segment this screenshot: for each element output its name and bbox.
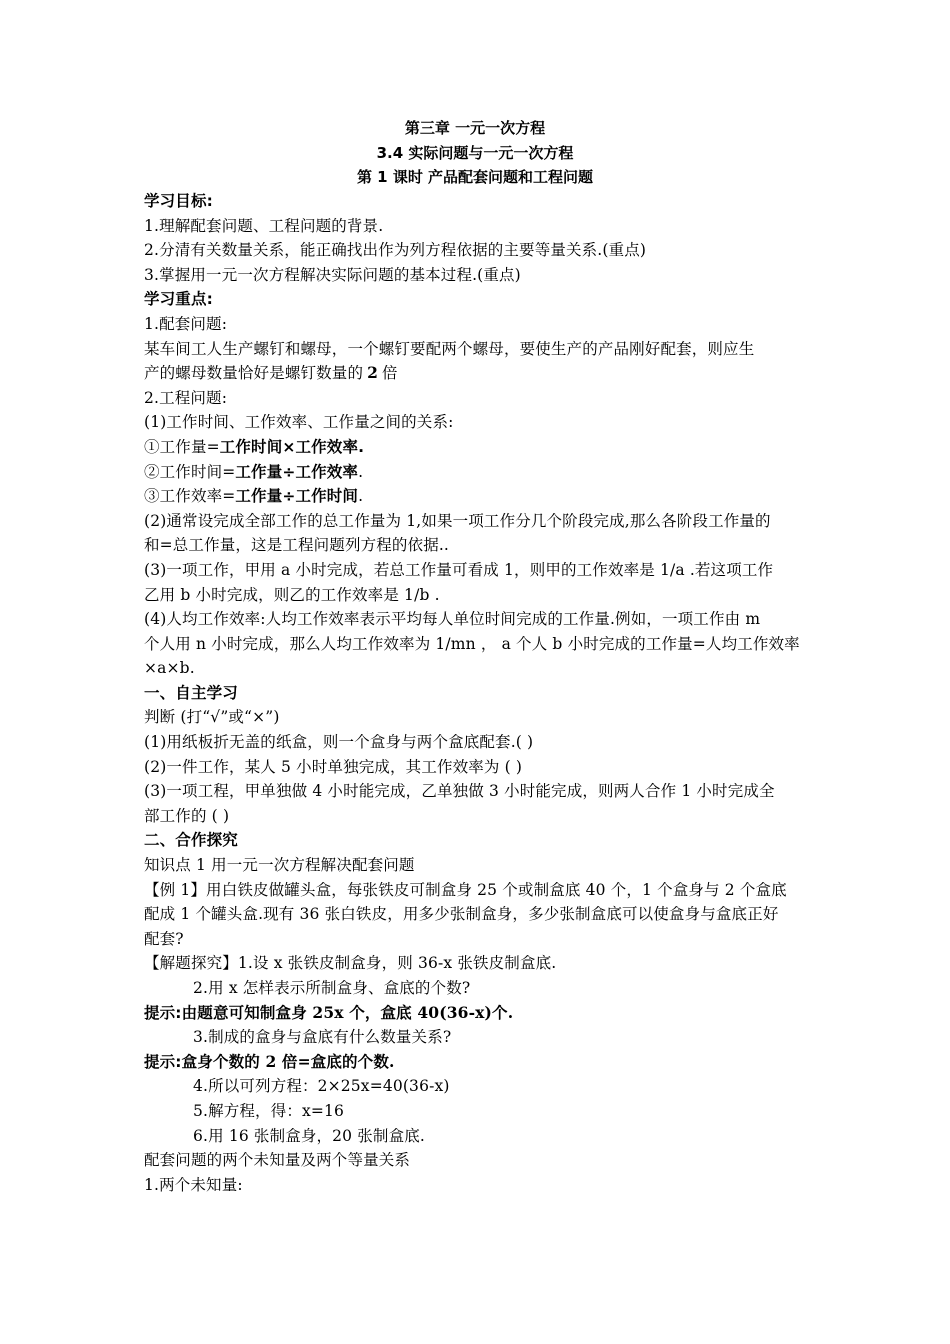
paragraph-4: ×a×b. <box>144 659 195 678</box>
goal-item: 1.理解配套问题、工程问题的背景. <box>144 216 384 235</box>
paragraph-4: 个人用 n 小时完成，那么人均工作效率为 1/mn ， a 个人 b 小时完成的工作量=人均工作效率 <box>144 634 800 653</box>
solution-step: 5.解方程，得：x=16 <box>193 1101 345 1120</box>
match-text: 产的螺母数量恰好是螺钉数量的 2 倍 <box>144 363 398 383</box>
judge-question: (3)一项工程，甲单独做 4 小时能完成，乙单独做 3 小时能完成，则两人合作 1 小时完成全 <box>144 782 775 801</box>
work-title: 2.工程问题: <box>144 388 228 407</box>
explore-heading: 二、合作探究 <box>144 831 238 850</box>
solution-step: 【解题探究】1.设 x 张铁皮制盒身，则 36-x 张铁皮制盒底. <box>144 954 557 973</box>
paragraph-3: 乙用 b 小时完成，则乙的工作效率是 1/b . <box>144 585 440 604</box>
example-text: 配成 1 个罐头盒.现有 36 张白铁皮，用多少张制盒身，多少张制盒底可以使盒身与盒底正好 <box>144 905 779 924</box>
work-relation-title: (1)工作时间、工作效率、工作量之间的关系: <box>144 413 454 432</box>
formula-2: ②工作时间=工作量÷工作效率. <box>144 462 364 481</box>
hint: 提示:由题意可知制盒身 25x 个，盒底 40(36-x)个. <box>144 1002 514 1022</box>
self-study-heading: 一、自主学习 <box>144 683 238 702</box>
judge-question: (1)用纸板折无盖的纸盒，则一个盒身与两个盒底配套.( ) <box>144 733 534 752</box>
title-block <box>0 116 950 190</box>
goal-item: 2.分清有关数量关系，能正确找出作为列方程依据的主要等量关系.(重点) <box>144 241 647 260</box>
document-body <box>144 189 814 1197</box>
paragraph-2: (2)通常设完成全部工作的总工作量为 1,如果一项工作分几个阶段完成,那么各阶段工作量的 <box>144 511 771 530</box>
match-title: 1.配套问题: <box>144 314 228 333</box>
summary-text: 配套问题的两个未知量及两个等量关系 <box>144 1151 411 1170</box>
solution-step: 4.所以可列方程：2×25x=40(36-x) <box>193 1077 450 1096</box>
example-text: 配套? <box>144 929 184 948</box>
hint: 提示:盒身个数的 2 倍=盒底的个数. <box>144 1051 395 1071</box>
paragraph-2: 和=总工作量，这是工程问题列方程的依据.. <box>144 536 449 555</box>
judge-instruction: 判断 (打“√”或“×”) <box>144 708 280 727</box>
formula-1: ①工作量=工作时间×工作效率. <box>144 437 365 456</box>
formula-3: ③工作效率=工作量÷工作时间. <box>144 487 364 506</box>
judge-question: (2)一件工作，某人 5 小时单独完成，其工作效率为 ( ) <box>144 757 523 776</box>
unknowns-title: 1.两个未知量: <box>144 1175 243 1194</box>
goals-heading: 学习目标: <box>144 192 213 210</box>
section-title: 3.4 实际问题与一元一次方程 <box>376 143 574 162</box>
solution-step: 6.用 16 张制盒身，20 张制盒底. <box>193 1126 425 1145</box>
lesson-title: 第 1 课时 产品配套问题和工程问题 <box>356 168 594 186</box>
match-text: 某车间工人生产螺钉和螺母，一个螺钉要配两个螺母，要使生产的产品刚好配套，则应生 <box>144 339 755 358</box>
judge-question: 部工作的 ( ) <box>144 806 230 825</box>
paragraph-4: (4)人均工作效率:人均工作效率表示平均每人单位时间完成的工作量.例如，一项工作由 m <box>144 610 761 629</box>
example-text: 【例 1】用白铁皮做罐头盒，每张铁皮可制盒身 25 个或制盒底 40 个，1 个盒身与 2 个盒底 <box>144 880 787 899</box>
focus-heading: 学习重点: <box>144 290 213 309</box>
knowledge-point: 知识点 1 用一元一次方程解决配套问题 <box>144 856 415 875</box>
paragraph-3: (3)一项工作，甲用 a 小时完成，若总工作量可看成 1，则甲的工作效率是 1/a .若这项工作 <box>144 560 774 579</box>
chapter-title: 第三章 一元一次方程 <box>404 119 546 137</box>
solution-step: 2.用 x 怎样表示所制盒身、盒底的个数? <box>193 979 471 997</box>
solution-step: 3.制成的盒身与盒底有什么数量关系? <box>193 1028 452 1047</box>
goal-item: 3.掌握用一元一次方程解决实际问题的基本过程.(重点) <box>144 265 521 284</box>
